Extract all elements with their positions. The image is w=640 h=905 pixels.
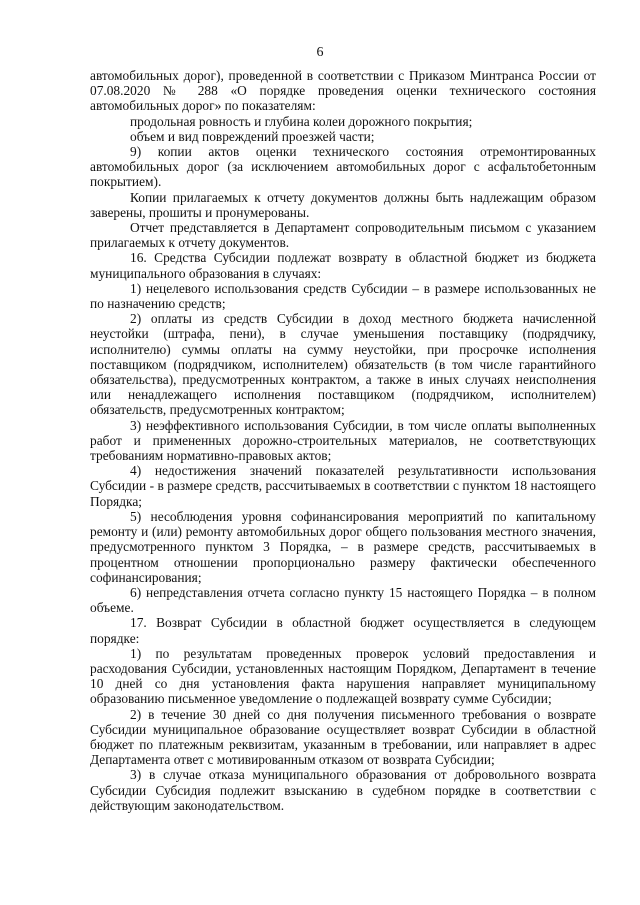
- paragraph-clause-16-item-5: 5) несоблюдения уровня софинансирования мероприятий по капитальному ремонту и (или) ремонту автомобильных дорог общего пользования местного значения, предусмотренного пунктом 3 Порядка, – в размере средств, рассчитываемых в процентном отношении пропорционально размеру фактически обеспеченного софинансирования;: [90, 508, 596, 585]
- paragraph-clause-16-item-3: 3) неэффективного использования Субсидии, в том числе оплаты выполненных работ и примененных дорожно-строительных материалов, не соответствующих требованиям нормативно-правовых актов;: [90, 417, 596, 464]
- paragraph-clause-16-item-6: 6) непредставления отчета согласно пункту 15 настоящего Порядка – в полном объеме.: [90, 584, 596, 616]
- paragraph-clause-17-item-3: 3) в случае отказа муниципального образования от добровольного возврата Субсидии Субсидия подлежит взысканию в судебном порядке в соответствии с действующим законодательством.: [90, 767, 596, 813]
- paragraph-continuation: автомобильных дорог), проведенной в соответствии с Приказом Минтранса России от 07.08.2020 № 288 «О порядке проведения оценки технического состояния автомобильных дорог» по показателям:: [90, 68, 596, 114]
- paragraph-criterion-damage: объем и вид повреждений проезжей части;: [130, 128, 375, 144]
- paragraph-clause-16: 16. Средства Субсидии подлежат возврату в областной бюджет из бюджета муниципального образования в случаях:: [90, 250, 596, 281]
- paragraph-clause-17-item-1: 1) по результатам проведенных проверок условий предоставления и расходования Субсидии, установленных настоящим Порядком, Департамент в течение 10 дней со дня установления факта нарушения направляет муниципальному образованию письменное уведомление о подлежащей возврату сумме Субсидии;: [90, 645, 596, 707]
- paragraph-item-9: 9) копии актов оценки технического состояния отремонтированных автомобильных дорог (за исключением автомобильных дорог с асфальтобетонным покрытием).: [90, 144, 596, 190]
- paragraph-clause-16-item-4: 4) недостижения значений показателей результативности использования Субсидии - в размере средств, рассчитываемых в соответствии с пунктом 18 настоящего Порядка;: [90, 463, 596, 509]
- paragraph-clause-17: 17. Возврат Субсидии в областной бюджет осуществляется в следующем порядке:: [90, 615, 596, 646]
- paragraph-report: Отчет представляется в Департамент сопроводительным письмом с указанием прилагаемых к отчету документов.: [90, 220, 596, 251]
- paragraph-copies: Копии прилагаемых к отчету документов должны быть надлежащим образом заверены, прошиты и пронумерованы.: [90, 189, 596, 220]
- paragraph-clause-17-item-2: 2) в течение 30 дней со дня получения письменного требования о возврате Субсидии муниципальное образование осуществляет возврат Субсидии в областной бюджет по платежным реквизитам, указанным в требовании, или направляет в адрес Департамента ответ с мотивированным отказом от возврата Субсидии;: [90, 706, 596, 768]
- paragraph-clause-16-item-1: 1) нецелевого использования средств Субсидии – в размере использованных не по назначению средств;: [90, 280, 596, 312]
- document-body: [90, 68, 596, 813]
- paragraph-clause-16-item-2: 2) оплаты из средств Субсидии в доход местного бюджета начисленной неустойки (штрафа, пени), в случае уменьшения поставщику (подрядчику, исполнителю) суммы оплаты на сумму неустойки, при просрочке исполнения поставщиком (подрядчиком, исполнителем) обязательств (в том числе гарантийного обязательства), предусмотренных контрактом, а также в иных случаях неисполнения или ненадлежащего исполнения поставщиком (подрядчиком, исполнителем) обязательств, предусмотренных контрактом;: [90, 311, 596, 418]
- page-number: 6: [316, 45, 324, 60]
- paragraph-criterion-rut: продольная ровность и глубина колеи дорожного покрытия;: [130, 113, 473, 129]
